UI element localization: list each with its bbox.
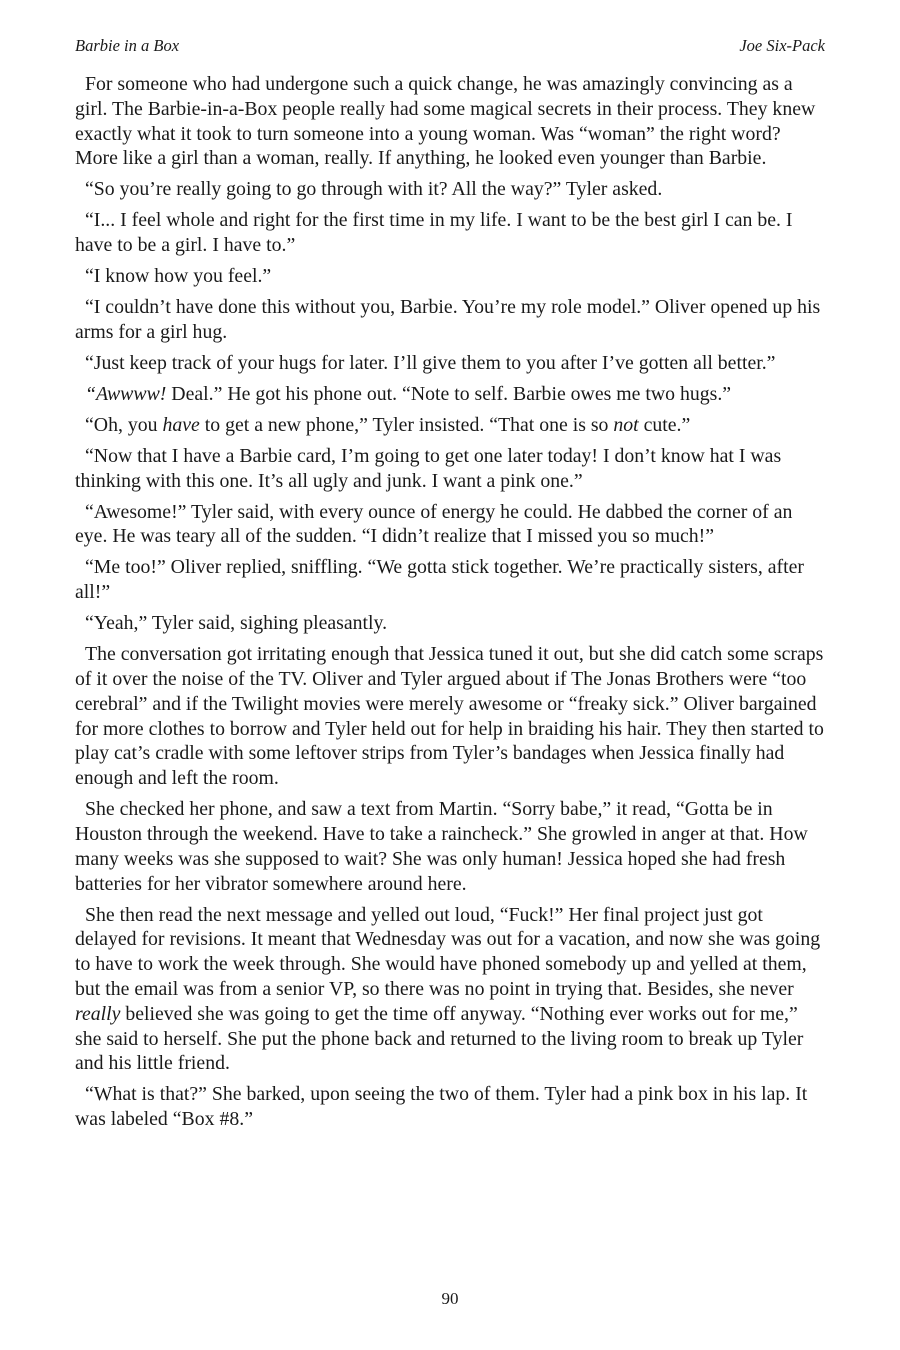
text-run: For someone who had undergone such a quick change, he was amazingly convincing as a girl. The Barbie-in-a-Box people really had some magical secrets in their process. They knew exactly what it took to turn someone into a young woman. Was “woman” the right word? More like a girl than a woman, really. If anything, he looked even younger than Barbie. <box>75 73 816 170</box>
text-run: Deal.” He got his phone out. “Note to self. Barbie owes me two hugs.” <box>166 382 732 405</box>
text-run: “What is that?” She barked, upon seeing the two of them. Tyler had a pink box in his lap. It was labeled “Box #8.” <box>75 1083 808 1131</box>
paragraph <box>75 72 827 171</box>
paragraph <box>75 642 827 791</box>
paragraph <box>75 555 827 605</box>
text-run: “Just keep track of your hugs for later. I’ll give them to you after I’ve gotten all better.” <box>85 351 776 374</box>
paragraph <box>75 1082 827 1132</box>
text-run: She checked her phone, and saw a text from Martin. “Sorry babe,” it read, “Gotta be in Houston through the weekend. Have to take a raincheck.” She growled in anger at that. How many weeks was she supposed to wait? She was only human! Jessica hoped she had fresh batteries for her vibrator somewhere around here. <box>75 798 808 895</box>
body-text <box>75 72 827 1138</box>
text-run: “I know how you feel.” <box>85 265 272 288</box>
paragraph <box>75 177 827 202</box>
paragraph <box>75 382 827 407</box>
text-run: to get a new phone,” Tyler insisted. “That one is so <box>199 413 614 436</box>
text-run: “Awesome!” Tyler said, with every ounce of energy he could. He dabbed the corner of an eye. He was teary all of the sudden. “I didn’t realize that I missed you so much!” <box>75 500 793 548</box>
paragraph <box>75 903 827 1077</box>
text-run: She then read the next message and yelled out loud, “Fuck!” Her final project just got delayed for revisions. It meant that Wednesday was out for a vacation, and now she was going to have to work the week through. She would have phoned somebody up and yelled at them, but the email was from a senior VP, so there was no point in trying that. Besides, she never <box>75 903 821 1000</box>
text-run: “Oh, you <box>85 413 163 436</box>
paragraph <box>75 264 827 289</box>
text-run: “Now that I have a Barbie card, I’m going to get one later today! I don’t know hat I was thinking with this one. It’s all ugly and junk. I want a pink one.” <box>75 444 782 492</box>
text-run: “I couldn’t have done this without you, Barbie. You’re my role model.” Oliver opened up his arms for a girl hug. <box>75 296 821 343</box>
text-run: “Me too!” Oliver replied, sniffling. “We gotta stick together. We’re practically sisters, after all!” <box>75 556 804 604</box>
header-book-title: Barbie in a Box <box>75 36 180 55</box>
text-run: The conversation got irritating enough that Jessica tuned it out, but she did catch some scraps of it over the noise of the TV. Oliver and Tyler argued about if The Jonas Brothers were “too cerebral” and if the Twilight movies were merely awesome or “freaky sick.” Oliver bargained for more clothes to borrow and Tyler held out for help in braiding his hair. They then started to play cat’s cradle with some leftover strips from Tyler’s bandages when Jessica finally had enough and left the room. <box>75 643 824 790</box>
page-number: 90 <box>441 1289 459 1308</box>
italic-text: “Awwww! <box>85 382 167 405</box>
paragraph <box>75 413 827 438</box>
italic-text: really <box>75 1002 121 1025</box>
text-run: “Yeah,” Tyler said, sighing pleasantly. <box>85 612 388 635</box>
paragraph <box>75 351 827 376</box>
running-header <box>75 36 825 56</box>
italic-text: have <box>162 413 200 436</box>
text-run: cute.” <box>638 413 691 436</box>
text-run: “I... I feel whole and right for the first time in my life. I want to be the best girl I can be. I have to be a girl. I have to.” <box>75 209 793 257</box>
paragraph <box>75 611 827 636</box>
paragraph <box>75 797 827 896</box>
italic-text: not <box>613 413 639 436</box>
text-run: “So you’re really going to go through with it? All the way?” Tyler asked. <box>85 178 663 201</box>
paragraph <box>75 208 827 258</box>
paragraph <box>75 295 827 345</box>
header-author: Joe Six-Pack <box>739 36 825 55</box>
paragraph <box>75 444 827 494</box>
paragraph <box>75 500 827 550</box>
text-run: believed she was going to get the time off anyway. “Nothing ever works out for me,” she said to herself. She put the phone back and returned to the living room to break up Tyler and his little friend. <box>75 1002 804 1075</box>
